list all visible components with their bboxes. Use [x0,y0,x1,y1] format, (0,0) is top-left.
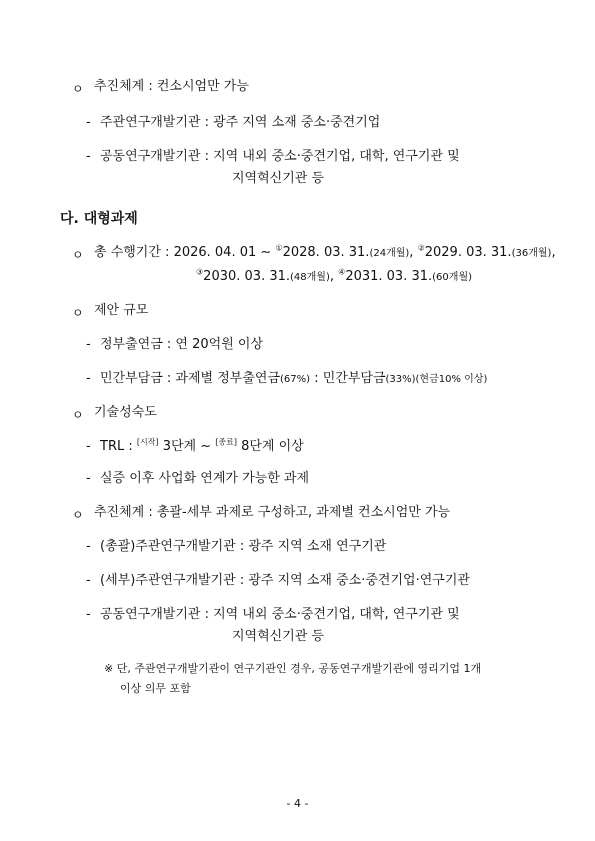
date-4: 2031. 03. 31. [345,269,433,284]
period-months-1: (24개월) [369,248,410,259]
tech-title: 기술성숙도 [94,405,157,420]
detail-lead-line: (세부)주관연구개발기관 : 광주 지역 소재 중소·중견기업·연구기관 [100,573,470,588]
page-number: - 4 - [286,797,309,810]
dash: - [86,471,91,486]
joint-line-2: 지역혁신기관 등 [232,629,325,644]
period-months-2: (36개월) [511,248,552,259]
trl-start-level: 3단계 ~ [158,439,216,454]
private-fund-c: : 민간부담금 [310,371,386,386]
dash: - [86,149,91,164]
bullet: ㅇ [72,248,84,262]
note-line-1: ※ 단, 주관연구개발기관이 연구기관인 경우, 공동연구개발기관에 영리기업 1개 [104,662,482,675]
private-fund-b: (67%) [280,374,311,385]
date-1: 2028. 03. 31. [282,245,370,260]
date-2: 2029. 03. 31. [424,245,512,260]
trl-end-tag: [종료] [215,437,237,447]
general-lead-line: (총괄)주관연구개발기관 : 광주 지역 소재 연구기관 [100,539,387,554]
period-line-1: 총 수행기간 : 2026. 04. 01 ~ ①2028. 03. 31.(24개월), ②2029. 03. 31.(36개월), [94,243,556,260]
date-3: 2030. 03. 31. [203,269,291,284]
note-line-2: 이상 의무 포함 [120,682,191,695]
private-fund-line [100,370,487,389]
dash: - [86,439,91,454]
period-months-3: (48개월) [290,272,330,283]
marker-3: ③ [196,267,204,277]
private-fund-a: 민간부담금 : 과제별 정부출연금 [100,371,281,386]
period-line-2: ③2030. 03. 31.(48개월), ④2031. 03. 31.(60개월) [196,267,473,284]
bullet: ㅇ [72,408,84,422]
bullet: ㅇ [72,508,84,522]
scale-title: 제안 규모 [94,303,149,318]
bullet: ㅇ [72,306,84,320]
trl-start-tag: [시작] [136,437,159,447]
period-label: 총 수행기간 : 2026. 04. 01 ~ [94,245,276,260]
section-heading: 다. 대형과제 [60,211,138,227]
system-line: 추진체계 : 컨소시엄만 가능 [94,79,249,94]
dash: - [86,337,91,352]
bullet: ㅇ [72,82,84,96]
trl-end-level: 8단계 이상 [236,439,304,454]
marker-1: ① [275,243,283,253]
trl-line [100,438,304,456]
gov-fund-line: 정부출연금 : 연 20억원 이상 [100,337,264,352]
trl-label: TRL : [100,439,137,454]
dash: - [86,607,91,622]
joint-org-line-1: 공동연구개발기관 : 지역 내외 중소·중견기업, 대학, 연구기관 및 [100,149,460,164]
lead-org-line: 주관연구개발기관 : 광주 지역 소재 중소·중견기업 [100,115,381,130]
private-fund-d: (33%)(현금10% 이상) [385,374,488,385]
commercial-line: 실증 이후 사업화 연계가 가능한 과제 [100,471,310,486]
marker-2: ② [417,243,425,253]
dash: - [86,115,91,130]
period-months-4: (60개월) [432,272,473,283]
joint-org-line-2: 지역혁신기관 등 [232,171,325,186]
marker-4: ④ [338,267,346,277]
dash: - [86,539,91,554]
joint-line-1: 공동연구개발기관 : 지역 내외 중소·중견기업, 대학, 연구기관 및 [100,607,460,622]
dash: - [86,371,91,386]
system-title: 추진체계 : 총괄-세부 과제로 구성하고, 과제별 컨소시엄만 가능 [94,505,451,520]
dash: - [86,573,91,588]
